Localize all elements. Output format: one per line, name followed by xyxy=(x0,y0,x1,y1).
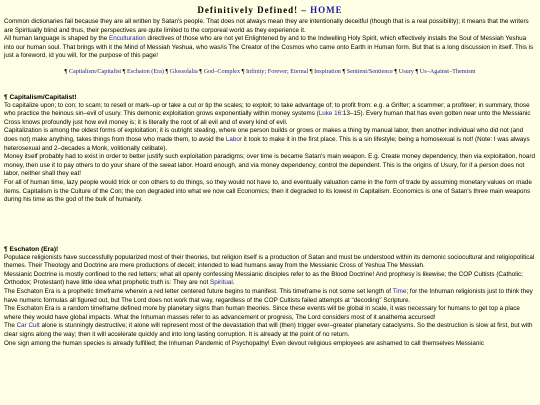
intro-paragraph-2 xyxy=(4,35,536,61)
pilcrow: ¶ xyxy=(165,67,169,75)
nav-link-usury[interactable]: Usury xyxy=(398,67,414,75)
nav-link-sentient[interactable]: Sentient/Sentience xyxy=(346,67,393,75)
term-index-nav xyxy=(4,68,536,77)
car-cult-link[interactable]: Car Cult xyxy=(16,322,40,330)
eschaton-heading-text: Eschaton (Era)! xyxy=(9,245,59,253)
capitalism-p2-text-b: it took to make it in the first place. This is a sin lifestyle; being a homosexual is not! (Note: I was always heterosexual and 2–decades a Monk, volitionally celibate). xyxy=(4,135,530,152)
eschaton-paragraph-1: Populace religionists have successfully popularized most of their theories, but religion itself is a production of Satan and must be understood within its demonic sociocultural and religiopolitical themes. Their Theology and Doctrine are mere productions of deceit; intended to lead humans away from the Messianic Cross of Yeshua The Messiah. xyxy=(4,253,535,270)
home-link[interactable]: HOME xyxy=(310,5,343,15)
eschaton-heading xyxy=(4,245,536,254)
enculturation-link[interactable]: Enculturation xyxy=(109,35,146,43)
title-dash: – xyxy=(298,5,311,15)
nav-link-glossolalia[interactable]: Glossolalia xyxy=(169,67,198,75)
eschaton-p2-text-a: Messianic Doctrine is mostly confined to the red letters; what all openly confessing Messianic disciples refer to as the Blood Doctrine! And prophesy is likewise; the COP Cultists (Catholic; Orthodox; Protestant) have little idea what prophetic truth is: They are not xyxy=(4,270,523,287)
page-title-text: Definitively Defined! xyxy=(197,5,299,15)
eschaton-p5-text-b: alone is stunningly destructive; it alone will represent most of the devastation that will (then) trigger ever–greater planetary cataclysms. So the destruction is slow at first, but with clear signs along the way; then it will accelerate quickly and into long lasting corruption. It is already at the point of no return. xyxy=(4,322,533,339)
eschaton-paragraph-4: The Eschaton Era is a random timeframe defined more by planetary signs than human theories. Since these events will be global in scale, it was necessary for humans to get top a place where they would have global impacts. What the Inhuman masses refer to as advancement or progress, The Lord considers most of it anathema accursed! xyxy=(4,305,520,321)
eschaton-p3-text-a: The Eschaton Era is a prophetic timeframe wherein a red letter centered future begins to manifest. This timeframe is not some set length of xyxy=(4,288,393,296)
eschaton-paragraph-6: One sign among the human species is already fulfilled; the Inhuman Pandemic of Psychopathy! Even devout religious employees are ashamed to call themselves Messianic xyxy=(4,339,484,347)
nav-link-capitalism[interactable]: Capitalism/Capitalist xyxy=(68,67,122,75)
pilcrow: ¶ xyxy=(122,67,126,75)
nav-link-god-complex[interactable]: God–Complex xyxy=(203,67,241,75)
nav-link-infinity[interactable]: Infinity; Forever; Eternal xyxy=(245,67,309,75)
capitalism-p2-text-a: Capitalization is among the oldest forms of exploitation; it is outright stealing, where one person builds or grows or makes a thing by manual labor, then another individual who did not (and does not) make anything, takes things from those who made them, to avoid the xyxy=(4,127,524,143)
eschaton-p3-text-b: ; for the Inhuman religionists just to think they have numeric formulas all figured out, but The Lord does not work that way, regardless of the COP Cultists failed attempts at "decoding" Scripture. xyxy=(4,288,533,304)
pilcrow: ¶ xyxy=(342,67,346,75)
pilcrow: ¶ xyxy=(199,67,203,75)
pilcrow: ¶ xyxy=(309,67,313,75)
intro-paragraph-1: Common dictionaries fail because they are all written by Satan's people. That does not always mean they are intentionally deceitful (though that is a real possibility); it means that the writers are Spiritually blind and thus, their perspectives are quite limited to the corporeal world as they experience it. xyxy=(4,18,529,34)
section-spacer xyxy=(4,205,536,245)
nav-link-inspiration[interactable]: Inspiration xyxy=(314,67,341,75)
pilcrow: ¶ xyxy=(4,245,8,253)
pilcrow: ¶ xyxy=(394,67,398,75)
pilcrow: ¶ xyxy=(64,67,68,75)
capitalism-p1-text-b: :13–15). Every human that has even gotten near unto the Messianic Cross knows profoundly just how evil money is; it is literally the root of all evil and of every kind of evil. xyxy=(4,110,531,126)
capitalism-heading xyxy=(4,93,536,102)
eschaton-p5-text-a: The xyxy=(4,322,17,330)
pilcrow: ¶ xyxy=(4,93,8,101)
pilcrow: ¶ xyxy=(241,67,245,75)
luke-16-link[interactable]: Luke 16 xyxy=(318,110,342,118)
intro-p2-text-b: directives of those who are not yet Enlightened by and to the Indwelling Holy Spirit, which effectively installs the Soul of Messiah Yeshua into our human soul. That brings with it the Mind of Messiah Yeshua, who was/is The Creator of the Cosmos who came onto Earth in Human form. But that is a long discussion in itself. This is just a foreword, id you will, for the purpose of this page! xyxy=(4,35,534,60)
nav-link-us-against-themism[interactable]: Us–Against–Themism xyxy=(419,67,476,75)
labor-link[interactable]: Labor xyxy=(225,135,243,143)
capitalism-paragraph-4: For all of human time, lazy people would trick or con others to do things, so they would not have to, and eventually valuation came in the form of trade by assuming monetary values on made items. Capitalism is the Culture of the Con; the con degraded into what we now call Economics; then it degraded to its lowest in Capitalism. Economics is one of Satan's three main weapons during his time as the god of the bulk of humanity. xyxy=(4,178,532,204)
eschaton-paragraph-5 xyxy=(4,322,536,339)
intro-p2-text-a: All human language is shaped by the xyxy=(4,35,110,43)
nav-link-eschaton[interactable]: Eschaton (Era) xyxy=(127,67,164,75)
pilcrow: ¶ xyxy=(415,67,419,75)
eschaton-p2-text-b: . xyxy=(232,279,235,287)
eschaton-paragraph-2 xyxy=(4,271,536,288)
page-title xyxy=(4,4,536,17)
capitalism-paragraph-2 xyxy=(4,127,536,153)
capitalism-heading-text: Capitalism/Capitalist! xyxy=(9,93,77,101)
capitalism-paragraph-1 xyxy=(4,102,536,128)
capitalism-paragraph-3: Money itself probably had to exist in order to better justify such exploitation paradigms; over time is became Satan's main weapon. E.g. Create money dependency, then via exploitation, hoard money, then use it to pay others to do your share of the sweat labor. Hoard enough, and via money dependency, control the dependent. This is the origins of Usury, for if a person does not labor, neither shall they eat! xyxy=(4,153,536,178)
eschaton-paragraph-3 xyxy=(4,288,536,305)
capitalism-p1-text-a: To capitalize upon; to con; to scam; to resell or mark–up or take a cut or tip the scales; to exploit; to take advantage of; to profit from: e.g. a Grifter; a scammer; a profiteer; in summary, those who practice the heinous sin–evil of usury. This demonic exploitation grows exponentially within money systems ( xyxy=(4,101,530,118)
spiritual-link[interactable]: Spiritual xyxy=(210,279,233,287)
time-link[interactable]: Time xyxy=(392,288,407,296)
